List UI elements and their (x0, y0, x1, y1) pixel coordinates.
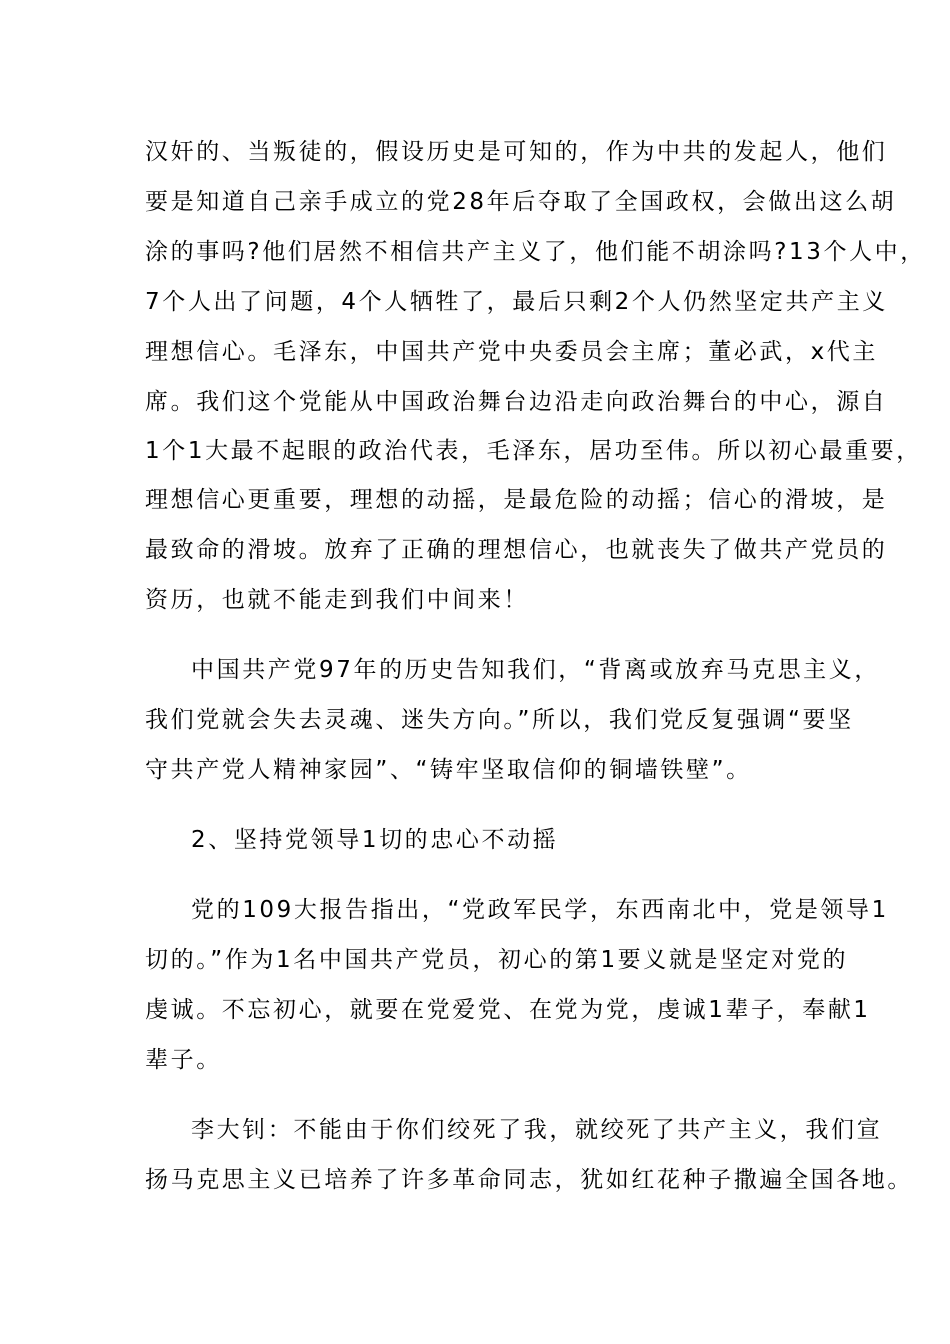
paragraph-first-line: 中国共产党97年的历史告知我们，“背离或放弃马克思主义， (191, 657, 880, 683)
text-line: 理想信心。毛泽东，中国共产党中央委员会主席；董必武，x代主 (145, 339, 879, 365)
text-line: 切的。”作为1名中国共产党员，初心的第1要义就是坚定对党的 (145, 947, 849, 973)
paragraph-first-line: 李大钊：不能由于你们绞死了我，就绞死了共产主义，我们宣 (191, 1117, 883, 1143)
text-line: 要是知道自己亲手成立的党28年后夺取了全国政权，会做出这么胡 (145, 189, 897, 215)
text-line: 席。我们这个党能从中国政治舞台边沿走向政治舞台的中心，源自 (145, 389, 888, 415)
text-line: 涂的事吗?他们居然不相信共产主义了，他们能不胡涂吗?13个人中， (145, 239, 926, 265)
text-line: 扬马克思主义已培养了许多革命同志，犹如红花种子撒遍全国各地。 (145, 1167, 913, 1193)
text-line: 汉奸的、当叛徒的，假设历史是可知的，作为中共的发起人，他们 (145, 139, 888, 165)
text-line: 1个1大最不起眼的政治代表，毛泽东，居功至伟。所以初心最重要， (145, 438, 922, 464)
text-line: 7个人出了问题，4个人牺牲了，最后只剩2个人仍然坚定共产主义 (145, 289, 888, 315)
paragraph-first-line: 党的109大报告指出，“党政军民学，东西南北中，党是领导1 (191, 897, 889, 923)
text-line: 资历，也就不能走到我们中间来！ (145, 587, 529, 613)
text-line: 守共产党人精神家园”、“铸牢坚取信仰的铜墙铁壁”。 (145, 757, 752, 783)
text-line: 我们党就会失去灵魂、迷失方向。”所以，我们党反复强调“要坚 (145, 707, 854, 733)
text-line: 最致命的滑坡。放弃了正确的理想信心，也就丧失了做共产党员的 (145, 537, 888, 563)
text-line: 虔诚。不忘初心，就要在党爱党、在党为党，虔诚1辈子，奉献1 (145, 997, 871, 1023)
text-line: 理想信心更重要，理想的动摇，是最危险的动摇；信心的滑坡，是 (145, 487, 888, 513)
text-line: 辈子。 (145, 1047, 222, 1073)
section-heading: 2、坚持党领导1切的忠心不动摇 (191, 827, 559, 853)
